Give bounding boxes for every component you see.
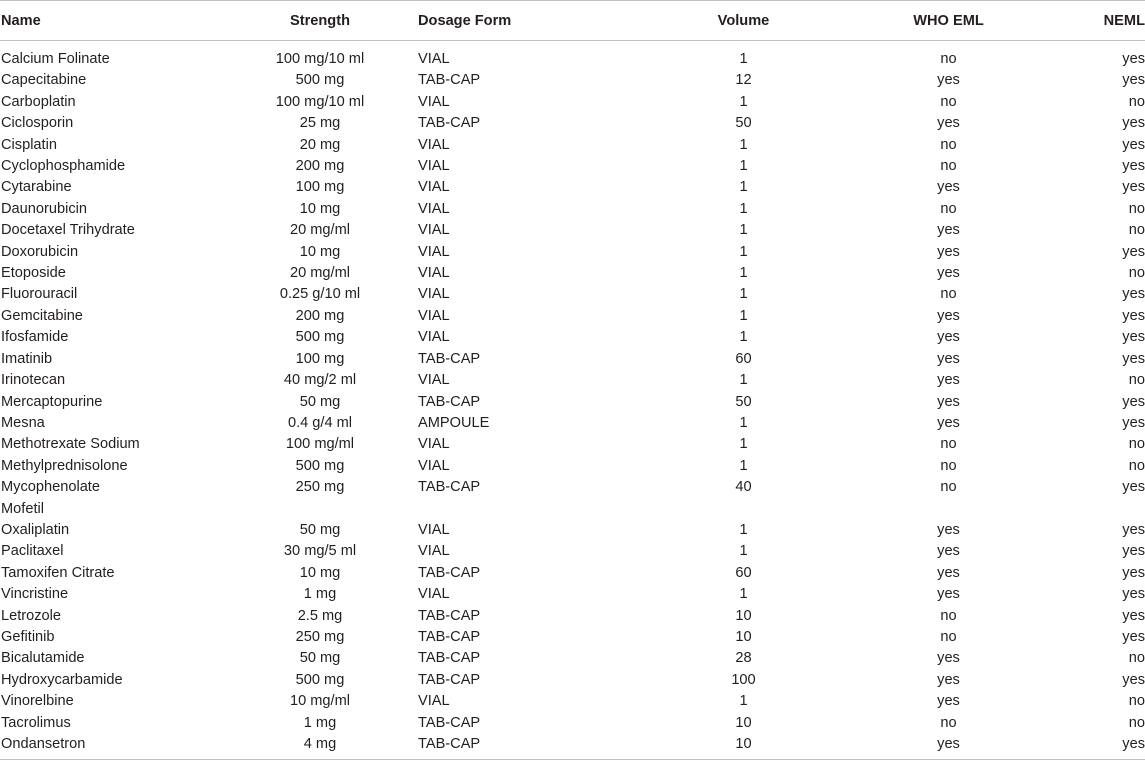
- cell-who-eml: no: [940, 93, 957, 110]
- cell-strength: 100 mg: [295, 350, 345, 367]
- cell-who-eml: yes: [937, 329, 960, 346]
- cell-volume: 1: [739, 222, 748, 239]
- cell-volume: 1: [739, 543, 748, 560]
- cell-who-eml: yes: [937, 564, 960, 581]
- cell-volume: 1: [739, 158, 748, 175]
- cell-name: Cyclophosphamide: [1, 158, 126, 175]
- table-header: [0, 1, 1145, 41]
- cell-name: Irinotecan: [1, 372, 66, 389]
- cell-dosage-form: VIAL: [418, 243, 450, 260]
- table-row: [0, 606, 1145, 627]
- cell-strength: 40 mg/2 ml: [283, 372, 357, 389]
- table-row: [0, 713, 1145, 734]
- cell-dosage-form: VIAL: [418, 158, 450, 175]
- cell-dosage-form: TAB-CAP: [418, 734, 630, 760]
- cell-name: Methotrexate Sodium: [1, 436, 140, 453]
- cell-name: Letrozole: [1, 607, 62, 624]
- cell-who-eml: yes: [937, 307, 960, 324]
- cell-neml: yes: [1122, 158, 1145, 175]
- table-row: [0, 584, 1145, 605]
- cell-neml: yes: [1122, 115, 1145, 132]
- cell-strength: 1 mg: [303, 714, 337, 731]
- cell-strength: 500 mg: [295, 329, 345, 346]
- table-row: [0, 327, 1145, 348]
- table-row: [0, 648, 1145, 669]
- cell-dosage-form: VIAL: [418, 265, 450, 282]
- cell-neml: yes: [1122, 136, 1145, 153]
- cell-strength: 20 mg: [299, 136, 341, 153]
- cell-volume: 1: [739, 243, 748, 260]
- cell-dosage-form: AMPOULE: [418, 414, 490, 431]
- header-strength: Strength: [222, 1, 418, 41]
- table-row: [0, 734, 1145, 760]
- cell-strength: 50 mg: [299, 521, 341, 538]
- cell-neml: yes: [1122, 414, 1145, 431]
- table-row: [0, 92, 1145, 113]
- cell-name: Etoposide: [1, 265, 66, 282]
- table-row: [0, 113, 1145, 134]
- table-row: [0, 306, 1145, 327]
- cell-name: Methylprednisolone: [1, 457, 128, 474]
- cell-volume: 1: [739, 457, 748, 474]
- cell-strength: 10 mg: [299, 200, 341, 217]
- cell-dosage-form: TAB-CAP: [418, 115, 481, 132]
- cell-who-eml: yes: [937, 521, 960, 538]
- cell-name: Mycophenolate Mofetil: [1, 479, 100, 517]
- cell-dosage-form: VIAL: [418, 457, 450, 474]
- cell-strength: 100 mg: [295, 179, 345, 196]
- cell-name: Vincristine: [1, 586, 69, 603]
- cell-volume: 12: [735, 72, 752, 89]
- cell-strength: 100 mg/10 ml: [275, 93, 365, 110]
- cell-volume: 60: [735, 564, 752, 581]
- cell-neml: no: [1128, 714, 1145, 731]
- cell-who-eml: no: [940, 158, 957, 175]
- cell-strength: 250 mg: [295, 479, 345, 496]
- cell-neml: no: [1128, 93, 1145, 110]
- cell-strength: 500 mg: [295, 457, 345, 474]
- cell-strength: 25 mg: [299, 115, 341, 132]
- cell-strength: 50 mg: [299, 650, 341, 667]
- header-volume: Volume: [630, 1, 857, 41]
- table-row: [0, 49, 1145, 70]
- cell-dosage-form: VIAL: [418, 436, 450, 453]
- cell-volume: 1: [739, 179, 748, 196]
- cell-name: Daunorubicin: [1, 200, 87, 217]
- table-row: [0, 199, 1145, 220]
- table-row: [0, 156, 1145, 177]
- table-row: [0, 263, 1145, 284]
- cell-volume: 40: [735, 479, 752, 496]
- cell-volume: 1: [739, 372, 748, 389]
- cell-who-eml: yes: [937, 243, 960, 260]
- cell-neml: yes: [1122, 72, 1145, 89]
- cell-dosage-form: VIAL: [418, 136, 450, 153]
- cell-volume: 28: [735, 650, 752, 667]
- cell-name: Capecitabine: [1, 72, 87, 89]
- cell-strength: 100 mg/10 ml: [275, 51, 365, 67]
- cell-neml: yes: [1122, 479, 1145, 496]
- cell-neml: no: [1128, 222, 1145, 239]
- cell-name: Tacrolimus: [1, 714, 71, 731]
- cell-strength: 200 mg: [295, 158, 345, 175]
- cell-who-eml: yes: [937, 393, 960, 410]
- cell-neml: yes: [1122, 286, 1145, 303]
- table-row: [0, 177, 1145, 198]
- cell-neml: yes: [1122, 329, 1145, 346]
- cell-neml: yes: [1040, 734, 1145, 760]
- cell-who-eml: no: [940, 136, 957, 153]
- cell-who-eml: yes: [937, 650, 960, 667]
- cell-who-eml: yes: [937, 350, 960, 367]
- cell-dosage-form: TAB-CAP: [418, 650, 481, 667]
- cell-who-eml: no: [940, 436, 957, 453]
- cell-volume: 1: [739, 200, 748, 217]
- cell-neml: yes: [1122, 243, 1145, 260]
- table-row: [0, 284, 1145, 305]
- cell-name: Imatinib: [1, 350, 53, 367]
- cell-who-eml: yes: [937, 414, 960, 431]
- cell-strength: 10 mg/ml: [289, 693, 350, 710]
- cell-neml: no: [1128, 457, 1145, 474]
- cell-dosage-form: TAB-CAP: [418, 564, 481, 581]
- cell-dosage-form: VIAL: [418, 286, 450, 303]
- cell-neml: yes: [1122, 51, 1145, 67]
- table-row: [0, 477, 1145, 520]
- cell-neml: yes: [1122, 564, 1145, 581]
- cell-neml: yes: [1122, 628, 1145, 645]
- cell-dosage-form: VIAL: [418, 93, 450, 110]
- cell-strength: 4 mg: [222, 734, 418, 760]
- cell-strength: 20 mg/ml: [289, 222, 350, 239]
- cell-strength: 0.4 g/4 ml: [287, 414, 353, 431]
- cell-name: Cytarabine: [1, 179, 72, 196]
- cell-neml: yes: [1122, 179, 1145, 196]
- cell-dosage-form: TAB-CAP: [418, 671, 481, 688]
- cell-dosage-form: TAB-CAP: [418, 72, 481, 89]
- cell-name: Vinorelbine: [1, 693, 74, 710]
- table-row: [0, 670, 1145, 691]
- cell-volume: 100: [731, 671, 756, 688]
- cell-dosage-form: TAB-CAP: [418, 628, 481, 645]
- cell-dosage-form: VIAL: [418, 521, 450, 538]
- cell-name: Hydroxycarbamide: [1, 671, 123, 688]
- cell-neml: no: [1128, 693, 1145, 710]
- cell-volume: 1: [739, 329, 748, 346]
- cell-dosage-form: TAB-CAP: [418, 393, 481, 410]
- cell-who-eml: yes: [937, 671, 960, 688]
- cell-strength: 30 mg/5 ml: [283, 543, 357, 560]
- cell-who-eml: yes: [937, 372, 960, 389]
- cell-volume: 1: [739, 51, 748, 67]
- cell-neml: no: [1128, 650, 1145, 667]
- cell-who-eml: no: [940, 628, 957, 645]
- table-row: [0, 392, 1145, 413]
- cell-name: Mercaptopurine: [1, 393, 103, 410]
- cell-who-eml: no: [940, 714, 957, 731]
- table-row: [0, 541, 1145, 562]
- cell-name: Mesna: [1, 414, 45, 431]
- cell-volume: 10: [735, 714, 752, 731]
- table-row: [0, 413, 1145, 434]
- cell-volume: 1: [739, 136, 748, 153]
- cell-strength: 10 mg: [299, 243, 341, 260]
- cell-neml: yes: [1122, 586, 1145, 603]
- cell-who-eml: yes: [857, 734, 1040, 760]
- cell-dosage-form: VIAL: [418, 372, 450, 389]
- cell-who-eml: no: [940, 200, 957, 217]
- cell-volume: 1: [739, 265, 748, 282]
- cell-neml: no: [1128, 200, 1145, 217]
- table-row: [0, 70, 1145, 91]
- cell-who-eml: yes: [937, 543, 960, 560]
- cell-name: Ciclosporin: [1, 115, 74, 132]
- cell-name: Calcium Folinate: [1, 51, 110, 67]
- header-name: Name: [0, 1, 222, 41]
- cell-name: Carboplatin: [1, 93, 76, 110]
- cell-name: Oxaliplatin: [1, 521, 70, 538]
- cell-neml: yes: [1122, 393, 1145, 410]
- cell-dosage-form: TAB-CAP: [418, 607, 481, 624]
- cell-volume: 50: [735, 393, 752, 410]
- cell-name: Gefitinib: [1, 628, 55, 645]
- cell-who-eml: yes: [937, 115, 960, 132]
- cell-neml: yes: [1122, 671, 1145, 688]
- cell-name: Doxorubicin: [1, 243, 79, 260]
- cell-volume: 1: [739, 93, 748, 110]
- cell-dosage-form: VIAL: [418, 329, 450, 346]
- cell-strength: 50 mg: [299, 393, 341, 410]
- cell-dosage-form: VIAL: [418, 51, 450, 67]
- cell-name: Ondansetron: [0, 734, 222, 760]
- cell-volume: 1: [739, 586, 748, 603]
- table-row: [0, 456, 1145, 477]
- cell-dosage-form: TAB-CAP: [418, 479, 481, 496]
- cell-strength: 20 mg/ml: [289, 265, 350, 282]
- table-row: [0, 563, 1145, 584]
- cell-strength: 2.5 mg: [297, 607, 343, 624]
- table-row: [0, 627, 1145, 648]
- cell-dosage-form: VIAL: [418, 693, 450, 710]
- cell-neml: yes: [1122, 543, 1145, 560]
- header-spacer: [0, 41, 1145, 50]
- cell-who-eml: no: [940, 286, 957, 303]
- cell-dosage-form: TAB-CAP: [418, 350, 481, 367]
- cell-volume: 10: [735, 607, 752, 624]
- cell-volume: 10: [630, 734, 857, 760]
- cell-neml: yes: [1122, 307, 1145, 324]
- cell-strength: 0.25 g/10 ml: [279, 286, 361, 303]
- table-row: [0, 370, 1145, 391]
- header-dosage-form: Dosage Form: [418, 1, 630, 41]
- cell-name: Tamoxifen Citrate: [1, 564, 115, 581]
- cell-dosage-form: TAB-CAP: [418, 714, 481, 731]
- cell-strength: 250 mg: [295, 628, 345, 645]
- header-who-eml: WHO EML: [857, 1, 1040, 41]
- cell-neml: yes: [1122, 607, 1145, 624]
- cell-strength: 500 mg: [295, 72, 345, 89]
- cell-dosage-form: VIAL: [418, 179, 450, 196]
- cell-who-eml: no: [940, 479, 957, 496]
- cell-neml: yes: [1122, 521, 1145, 538]
- cell-name: Docetaxel Trihydrate: [1, 222, 135, 239]
- table-row: [0, 520, 1145, 541]
- table-row: [0, 220, 1145, 241]
- cell-strength: 10 mg: [299, 564, 341, 581]
- cell-volume: 1: [739, 693, 748, 710]
- cell-name: Paclitaxel: [1, 543, 64, 560]
- cell-who-eml: yes: [937, 72, 960, 89]
- cell-volume: 1: [739, 286, 748, 303]
- cell-name: Fluorouracil: [1, 286, 78, 303]
- cell-who-eml: no: [940, 457, 957, 474]
- cell-volume: 60: [735, 350, 752, 367]
- cell-volume: 1: [739, 307, 748, 324]
- table-row: [0, 349, 1145, 370]
- cell-who-eml: yes: [937, 586, 960, 603]
- cell-volume: 1: [739, 414, 748, 431]
- table-row: [0, 242, 1145, 263]
- cell-dosage-form: VIAL: [418, 307, 450, 324]
- cell-strength: 200 mg: [295, 307, 345, 324]
- cell-neml: no: [1128, 436, 1145, 453]
- cell-volume: 10: [735, 628, 752, 645]
- cell-name: Bicalutamide: [1, 650, 85, 667]
- cell-volume: 1: [739, 436, 748, 453]
- cell-volume: 50: [735, 115, 752, 132]
- cell-who-eml: no: [940, 51, 957, 67]
- cell-strength: 100 mg/ml: [285, 436, 355, 453]
- cell-who-eml: yes: [937, 222, 960, 239]
- cell-neml: yes: [1122, 350, 1145, 367]
- table-body: [0, 41, 1145, 760]
- cell-name: Gemcitabine: [1, 307, 83, 324]
- header-neml: NEML: [1040, 1, 1145, 41]
- cell-neml: no: [1128, 372, 1145, 389]
- cell-volume: 1: [739, 521, 748, 538]
- header-row: [0, 1, 1145, 41]
- cell-who-eml: no: [940, 607, 957, 624]
- cell-name: Ifosfamide: [1, 329, 69, 346]
- cell-who-eml: yes: [937, 693, 960, 710]
- cell-who-eml: yes: [937, 265, 960, 282]
- cell-strength: 500 mg: [295, 671, 345, 688]
- cell-dosage-form: VIAL: [418, 200, 450, 217]
- cell-strength: 1 mg: [303, 586, 337, 603]
- cell-dosage-form: VIAL: [418, 586, 450, 603]
- table-row: [0, 434, 1145, 455]
- cell-dosage-form: VIAL: [418, 222, 450, 239]
- cell-name: Cisplatin: [1, 136, 57, 153]
- table-row: [0, 135, 1145, 156]
- cell-who-eml: yes: [937, 179, 960, 196]
- cell-neml: no: [1128, 265, 1145, 282]
- table-row: [0, 691, 1145, 712]
- cell-dosage-form: VIAL: [418, 543, 450, 560]
